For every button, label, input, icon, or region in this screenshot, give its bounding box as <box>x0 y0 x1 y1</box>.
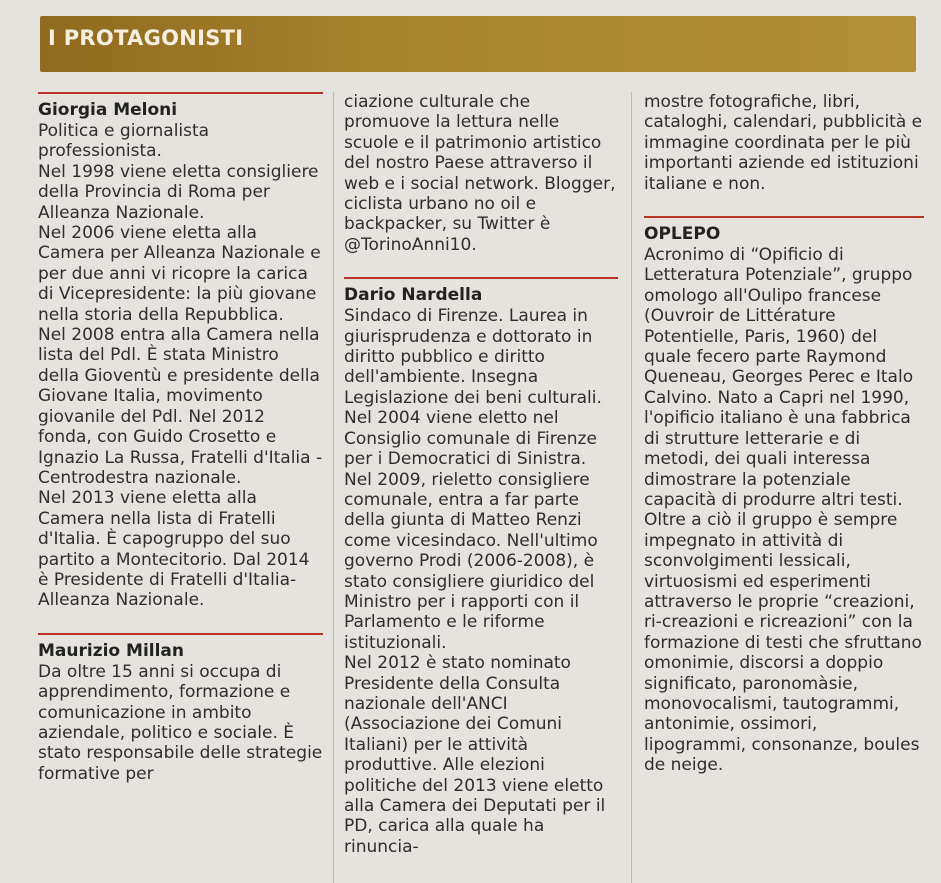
bio-paragraph: Nel 2008 entra alla Camera nella lista del Pdl. È stata Ministro della Gioventù e presidente della Giovane Italia, movimento giovanile del Pdl. Nel 2012 fonda, con Guido Crosetto e Ignazio La Russa, Fratelli d'Italia - Centrodestra nazionale. <box>38 325 323 488</box>
continued-paragraph: mostre fotografiche, libri, cataloghi, calendari, pubblicità e immagine coordinata per le più importanti aziende ed istituzioni italiane e non. <box>644 92 923 194</box>
continued-paragraph: ciazione culturale che promuove la lettura nelle scuole e il patrimonio artistico del nostro Paese attraverso il web e i social network. Blogger, ciclista urbano no oil e backpacker, su Twitter è @TorinoAnni10. <box>344 92 616 255</box>
red-rule <box>644 216 924 218</box>
profile-bio <box>344 306 618 857</box>
profile-maurizio-millan <box>38 633 323 784</box>
section-title: I PROTAGONISTI <box>48 26 244 50</box>
profile-name: Giorgia Meloni <box>38 100 178 120</box>
bio-paragraph: Nel 2006 viene eletta alla Camera per Alleanza Nazionale e per due anni vi ricopre la carica di Vicepresidente: la più giovane nella storia della Repubblica. <box>38 223 321 325</box>
section-banner <box>40 16 916 72</box>
bio-paragraph: Da oltre 15 anni si occupa di apprendimento, formazione e comunicazione in ambito aziendale, politico e sociale. È stato responsabile delle strategie formative per <box>38 661 323 784</box>
column-divider <box>333 92 334 883</box>
column-2 <box>344 92 618 883</box>
column-3 <box>644 92 924 883</box>
column-1 <box>38 92 323 883</box>
profile-bio <box>644 245 924 776</box>
bio-paragraph: Oltre a ciò il gruppo è sempre impegnato in attività di sconvolgimenti lessicali, virtuosismi ed esperimenti attraverso le proprie “creazioni, ri-creazioni e ricreazioni” con la formazione di testi che sfruttano omonimie, discorsi a doppio significato, paronomàsie, monovocalismi, tautogrammi, antonimie, ossimori, lipogrammi, consonanze, boules de neige. <box>644 510 922 776</box>
bio-paragraph: Sindaco di Firenze. Laurea in giurisprudenza e dottorato in diritto pubblico e diritto dell'ambiente. Insegna Legislazione dei beni culturali. Nel 2004 viene eletto nel Consiglio comunale di Firenze per i Democratici di Sinistra. Nel 2009, rieletto consigliere comunale, entra a far parte della giunta di Matteo Renzi come vicesindaco. Nell'ultimo governo Prodi (2006-2008), è stato consigliere giuridico del Ministro per i rapporti con il Parlamento e le riforme istituzionali. <box>344 306 602 653</box>
bio-paragraph: Politica e giornalista professionista. <box>38 121 210 162</box>
profile-bio <box>38 121 323 611</box>
bio-paragraph: Nel 1998 viene eletta consigliere della Provincia di Roma per Alleanza Nazionale. <box>38 161 319 223</box>
profile-giorgia-meloni <box>38 92 323 611</box>
bio-paragraph: Acronimo di “Opificio di Letteratura Potenziale”, gruppo omologo all'Oulipo francese (Ouvroir de Littérature Potentielle, Paris, 1960) del quale fecero parte Raymond Queneau, Georges Perec e Italo Calvino. Nato a Capri nel 1990, l'opificio italiano è una fabbrica di strutture letterarie e di metodi, dei quali interessa dimostrare la potenziale capacità di produrre altri testi. <box>644 245 914 510</box>
profile-oplepo <box>644 216 924 776</box>
bio-paragraph: Nel 2012 è stato nominato Presidente della Consulta nazionale dell'ANCI (Associazione dei Comuni Italiani) per le attività produttive. Alle elezioni politiche del 2013 viene eletto alla Camera dei Deputati per il PD, carica alla quale ha rinuncia- <box>344 653 606 857</box>
profile-dario-nardella <box>344 277 618 857</box>
profile-name: Dario Nardella <box>344 285 483 306</box>
bio-paragraph: Nel 2013 viene eletta alla Camera nella lista di Fratelli d'Italia. È capogruppo del suo partito a Montecitorio. Dal 2014 è Presidente di Fratelli d'Italia-Alleanza Nazionale. <box>38 488 310 611</box>
red-rule <box>38 633 323 635</box>
profile-bio <box>38 662 323 784</box>
continued-text <box>344 92 618 255</box>
profile-name: OPLEPO <box>644 224 721 245</box>
continued-text <box>644 92 924 194</box>
red-rule <box>344 277 618 279</box>
red-rule <box>38 92 323 94</box>
profile-name: Maurizio Millan <box>38 640 184 661</box>
column-divider <box>631 92 632 883</box>
